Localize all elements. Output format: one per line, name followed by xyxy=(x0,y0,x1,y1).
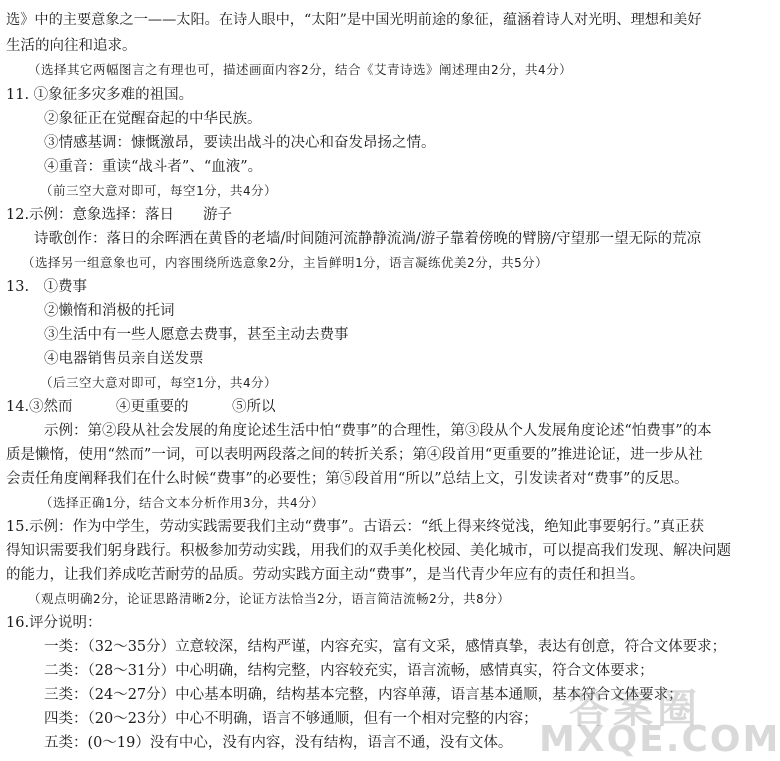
question-12-line: 12.示例：意象选择：落日 游子 xyxy=(6,207,233,223)
text-line: 示例：第②段从社会发展的角度论述生活中怕“费事”的合理性，第③段从个人发展角度论述“怕费事”的本 xyxy=(44,423,712,439)
grade-level-5: 五类：(0～19）没有中心，没有内容，没有结构，语言不通，没有文体。 xyxy=(44,735,513,751)
text-line: ④电器销售员亲自送发票 xyxy=(44,351,204,367)
scoring-note: （观点明确2分，论证思路清晰2分，论证方法恰当2分，语言简洁流畅2分，共8分） xyxy=(28,591,511,606)
question-14-line: 14.③然而 ④更重要的 ⑤所以 xyxy=(6,399,276,415)
scoring-note: （选择另一组意象也可，内容围绕所选意象2分，主旨鲜明1分，语言凝练优美2分，共5分） xyxy=(22,255,549,270)
watermark-text-top: 答案圈 xyxy=(569,686,701,732)
grade-level-2: 二类：（28～31分）中心明确，结构完整，内容较充实，语言流畅，感情真实，符合文体要求； xyxy=(44,663,654,679)
text-line: ②象征正在觉醒奋起的中华民族。 xyxy=(44,111,262,127)
scoring-note: （选择正确1分，结合文本分析作用3分，共4分） xyxy=(40,495,325,510)
text-line: 生活的向往和追求。 xyxy=(6,38,137,54)
question-13-line: 13. ①费事 xyxy=(6,279,88,295)
text-line: 会责任角度阐释我们在什么时候“费事”的必要性；第⑤段首用“所以”总结上文，引发读者对“费事”的反思。 xyxy=(6,471,689,487)
question-15-line: 15.示例：作为中学生，劳动实践需要我们主动“费事”。古语云：“纸上得来终觉浅，绝知此事要躬行。”真正获 xyxy=(6,519,704,535)
text-line: 质是懒惰，使用“然而”一词，可以表明两段落之间的转折关系；第④段首用“更重要的”推进论证，进一步从社 xyxy=(6,447,703,463)
text-line: ②懒惰和消极的托词 xyxy=(44,303,175,319)
text-line: 诗歌创作：落日的余晖洒在黄昏的老墙/时间随河流静静流淌/游子靠着傍晚的臂膀/守望那一望无际的荒凉 xyxy=(34,231,702,247)
text-line: 选》中的主要意象之一——太阳。在诗人眼中，“太阳”是中国光明前途的象征，蕴涵着诗人对光明、理想和美好 xyxy=(6,12,702,28)
text-line: ③生活中有一些人愿意去费事，甚至主动去费事 xyxy=(44,327,349,343)
watermark-text-bottom: MXQE.COM xyxy=(539,719,780,760)
scoring-note: （前三空大意对即可，每空1分，共4分） xyxy=(40,183,278,198)
text-line: 的能力，让我们养成吃苦耐劳的品质。劳动实践方面主动“费事”，是当代青少年应有的责任和担当。 xyxy=(6,567,645,583)
text-line: ④重音：重读“战斗者”、“血液”。 xyxy=(44,159,263,175)
scoring-note: （后三空大意对即可，每空1分，共4分） xyxy=(40,375,278,390)
text-line: ③情感基调：慷慨激昂，要读出战斗的决心和奋发昂扬之情。 xyxy=(44,135,436,151)
question-11-line: 11. ①象征多灾多难的祖国。 xyxy=(6,87,194,103)
scoring-note: （选择其它两幅图言之有理也可，描述画面内容2分，结合《艾青诗选》阐述理由2分，共4分） xyxy=(28,62,573,77)
grade-level-3: 三类：（24～27分）中心基本明确，结构基本完整，内容单薄，语言基本通顺，基本符合文体要求； xyxy=(44,687,683,703)
text-line: 得知识需要我们躬身践行。积极参加劳动实践，用我们的双手美化校园、美化城市，可以提高我们发现、解决问题 xyxy=(6,543,731,559)
question-16-line: 16.评分说明： xyxy=(6,615,102,631)
grade-level-4: 四类：（20～23分）中心不明确，语言不够通顺，但有一个相对完整的内容； xyxy=(44,711,538,727)
grade-level-1: 一类：（32～35分）立意较深，结构严谨，内容充实，富有文采，感情真挚，表达有创意，符合文体要求； xyxy=(44,639,727,655)
